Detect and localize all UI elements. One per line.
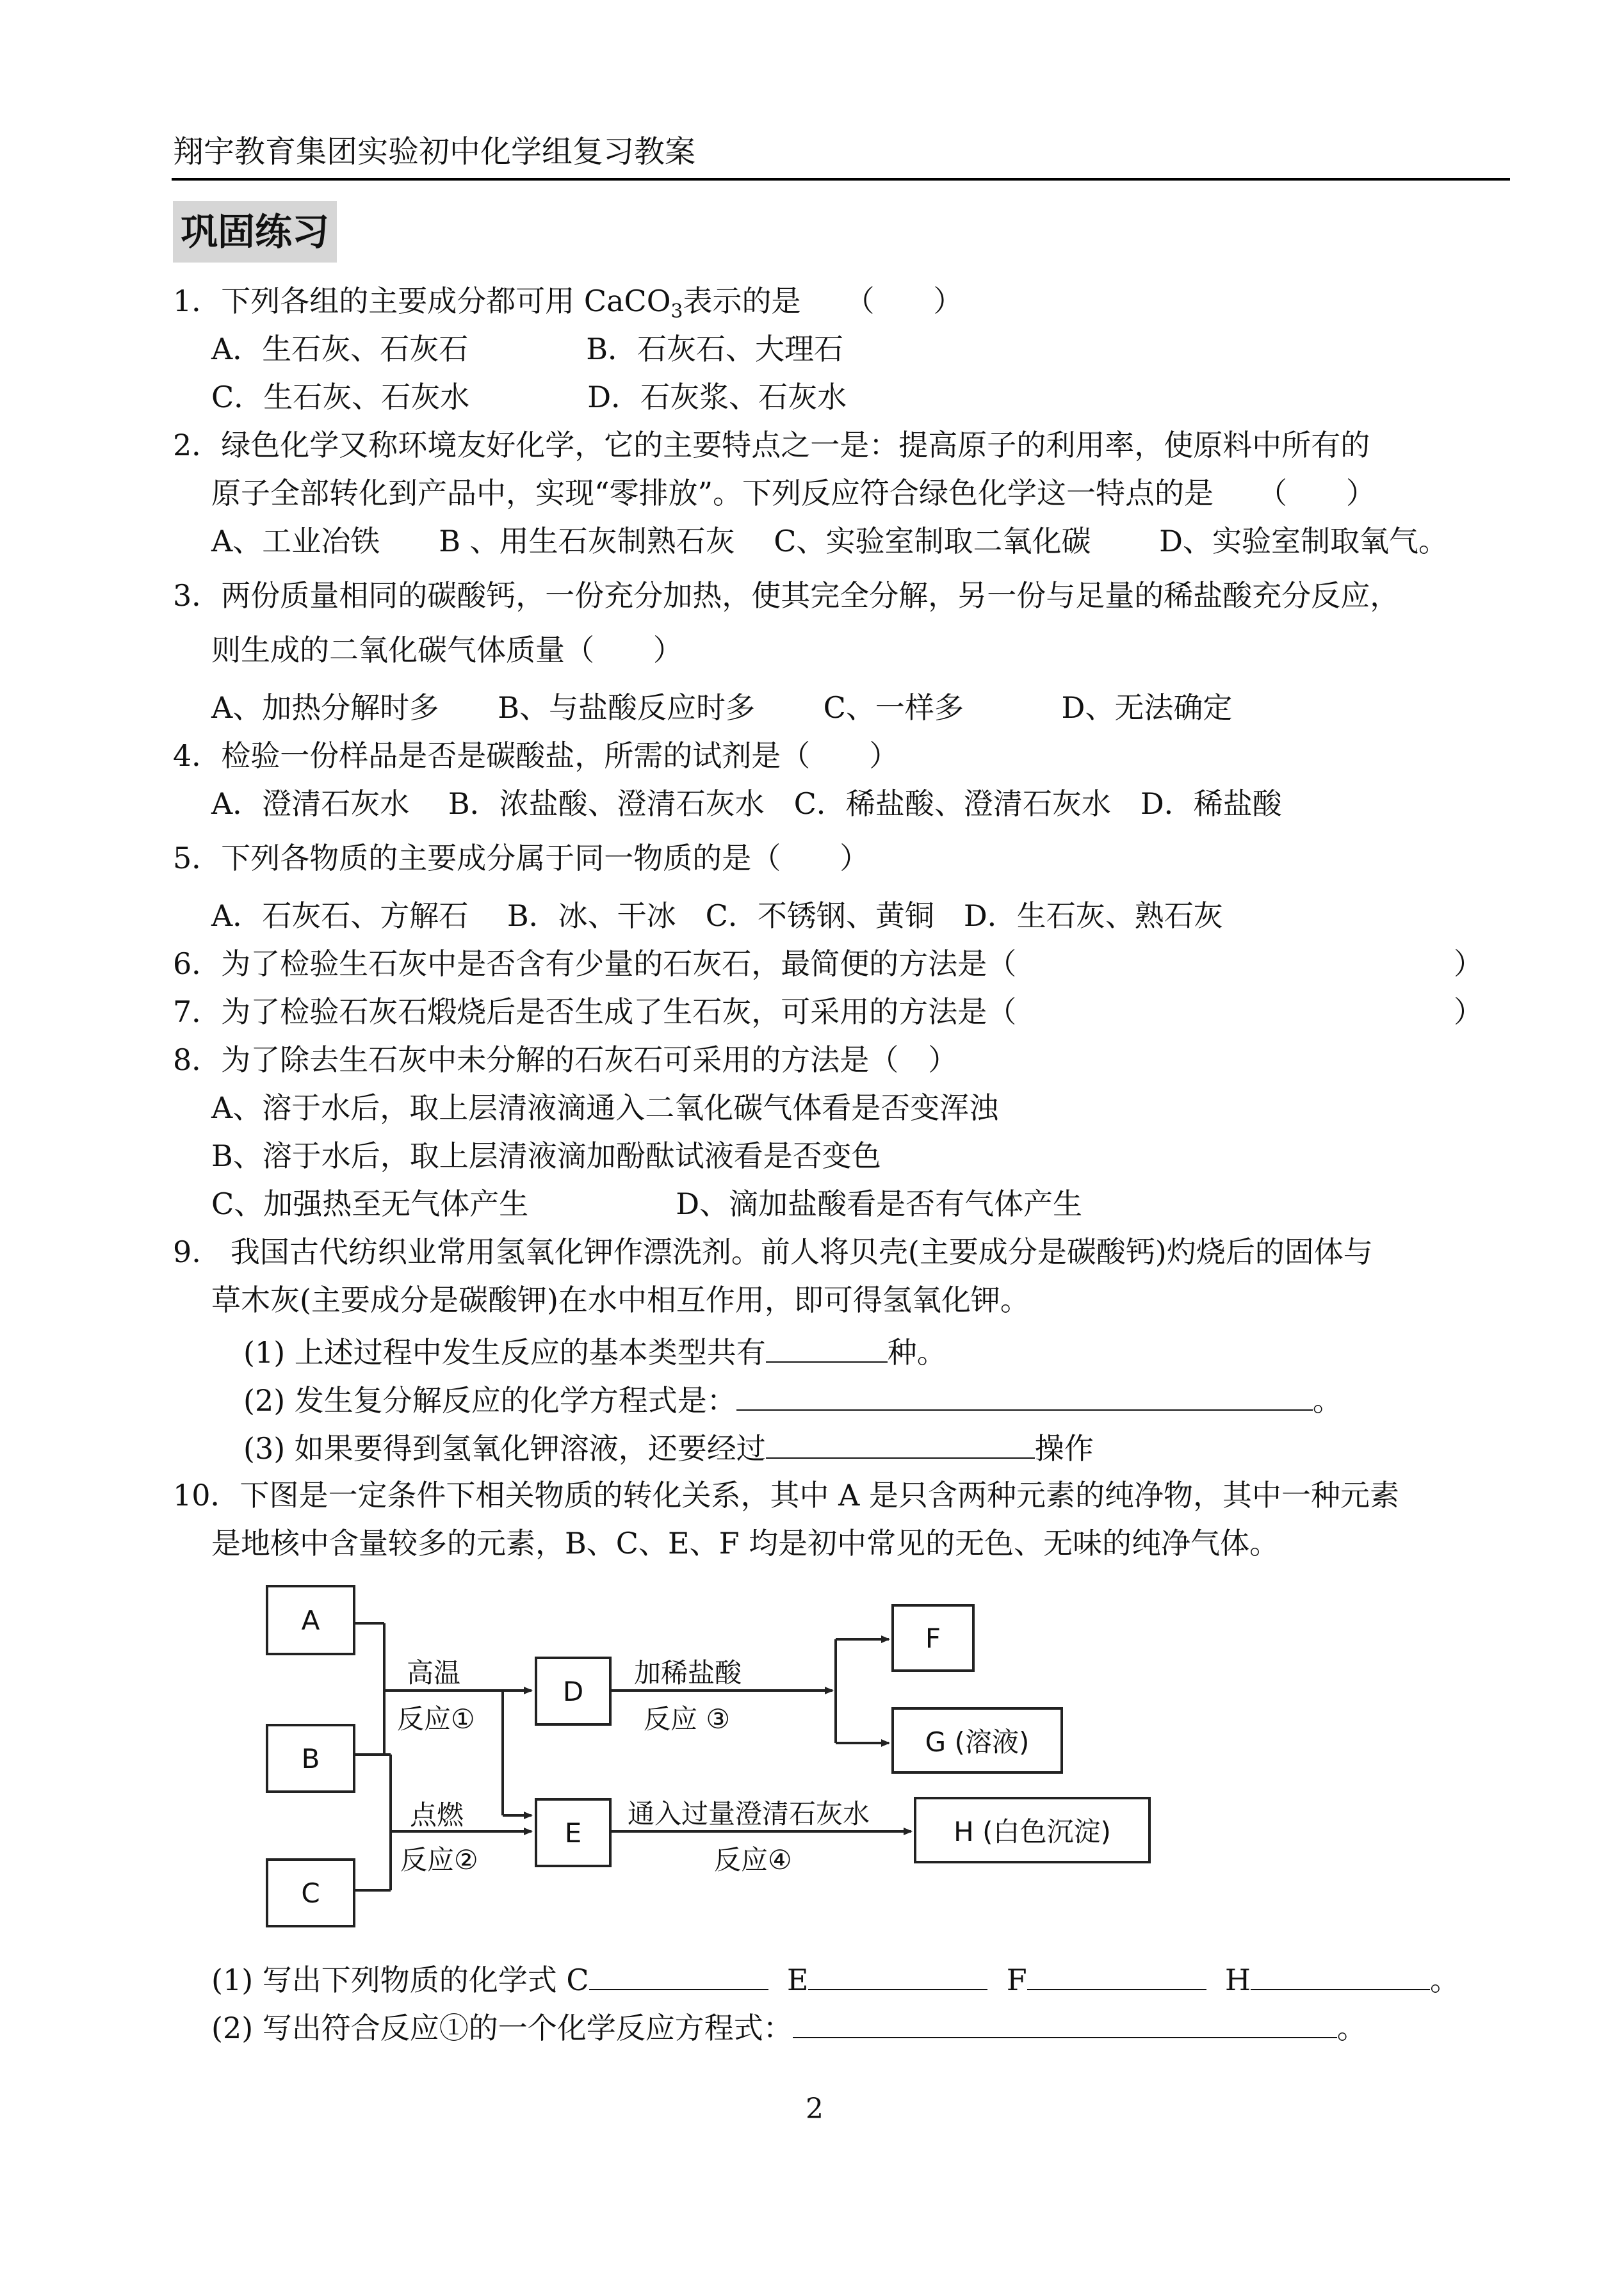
question-1-stem: 1．下列各组的主要成分都可用 CaCO$_3$表示的是 （ ） [173,284,963,323]
answer-blank-e[interactable] [808,1959,987,1990]
question-8-stem: 8．为了除去生石灰中未分解的石灰石可采用的方法是（ ） [173,1042,958,1077]
question-9-line-1: 9. 我国古代纺织业常用氢氧化钾作漂洗剂。前人将贝壳(主要成分是碳酸钙)灼烧后的固体与 [173,1235,1373,1269]
reaction-4-condition: 通入过量澄清石灰水 [628,1798,870,1829]
question-9-sub-1: (1) 上述过程中发生反应的基本类型共有 种。 [243,1332,946,1372]
question-2-options: A、工业冶铁 B 、用生石灰制熟石灰 C、实验室制取二氧化碳 D、实验室制取氧气。 [211,524,1448,558]
reaction-3-condition: 加稀盐酸 [634,1657,742,1689]
question-10-sub-1: (1) 写出下列物质的化学式 C E F H 。 [211,1959,1459,1999]
question-4-options: A．澄清石灰水 B．浓盐酸、澄清石灰水 C．稀盐酸、澄清石灰水 D．稀盐酸 [211,786,1282,821]
question-3-options: A、加热分解时多 B、与盐酸反应时多 C、一样多 D、无法确定 [211,690,1233,725]
answer-blank[interactable] [736,1380,1313,1411]
diagram-node-c: C [266,1858,355,1927]
section-title: 巩固练习 [173,201,337,263]
header-rule [172,178,1510,181]
reaction-2-condition: 点燃 [410,1799,464,1831]
question-3-line-1: 3．两份质量相同的碳酸钙，一份充分加热，使其完全分解，另一份与足量的稀盐酸充分反应， [173,578,1400,613]
answer-blank-f[interactable] [1027,1959,1206,1990]
diagram-node-a: A [266,1585,355,1655]
answer-blank-h[interactable] [1251,1959,1430,1990]
question-8-options-cd: C、加强热至无气体产生 D、滴加盐酸看是否有气体产生 [211,1187,1083,1221]
diagram-node-h: H (白色沉淀) [914,1797,1151,1863]
question-8-option-a: A、溶于水后，取上层清液滴通入二氧化碳气体看是否变浑浊 [211,1091,999,1125]
diagram-node-g: G (溶液) [891,1707,1063,1774]
reaction-1-label: 反应① [397,1703,475,1735]
diagram-node-b: B [266,1724,355,1793]
answer-blank[interactable] [766,1332,888,1363]
question-9-line-2: 草木灰(主要成分是碳酸钾)在水中相互作用，即可得氢氧化钾。 [211,1283,1030,1317]
answer-blank-equation[interactable] [793,2007,1337,2038]
question-5-options: A．石灰石、方解石 B．冰、干冰 C．不锈钢、黄铜 D．生石灰、熟石灰 [211,898,1223,933]
question-10-line-2: 是地核中含量较多的元素，B、C、E、F 均是初中常见的无色、无味的纯净气体。 [211,1526,1279,1561]
answer-blank-c[interactable] [589,1959,768,1990]
diagram-node-e: E [535,1798,612,1867]
question-1-options-ab: A．生石灰、石灰石 B．石灰石、大理石 [211,332,844,366]
question-2-line-1: 2．绿色化学又称环境友好化学，它的主要特点之一是：提高原子的利用率，使原料中所有的 [173,428,1370,462]
question-5-stem: 5．下列各物质的主要成分属于同一物质的是（ ） [173,841,870,875]
question-9-sub-2: (2) 发生复分解反应的化学方程式是： 。 [243,1380,1342,1420]
question-8-option-b: B、溶于水后，取上层清液滴加酚酞试液看是否变色 [211,1139,881,1173]
question-2-line-2: 原子全部转化到产品中，实现“零排放”。下列反应符合绿色化学这一特点的是 （ ） [211,476,1376,510]
question-9-sub-3: (3) 如果要得到氢氧化钾溶液，还要经过 操作 [243,1428,1094,1468]
question-10-line-1: 10．下图是一定条件下相关物质的转化关系，其中 A 是只含两种元素的纯净物，其中一种元素 [173,1478,1399,1512]
answer-blank[interactable] [766,1428,1035,1459]
conversion-diagram [263,1582,1223,1915]
question-6-stem: 6．为了检验生石灰中是否含有少量的石灰石，最简便的方法是（ [173,946,1017,981]
diagram-node-f: F [891,1604,975,1672]
page-header: 翔宇教育集团实验初中化学组复习教案 [173,134,696,170]
question-3-line-2: 则生成的二氧化碳气体质量（ ） [211,633,683,667]
question-1-options-cd: C．生石灰、石灰水 D．石灰浆、石灰水 [211,380,847,414]
question-7-stem: 7．为了检验石灰石煅烧后是否生成了生石灰，可采用的方法是（ [173,994,1017,1029]
reaction-2-label: 反应② [400,1844,478,1876]
question-10-sub-2: (2) 写出符合反应①的一个化学反应方程式： 。 [211,2007,1367,2047]
question-7-close: ） [1454,994,1483,1029]
page-number: 2 [806,2093,824,2125]
reaction-4-label: 反应④ [714,1844,792,1876]
reaction-1-condition: 高温 [407,1657,461,1689]
question-4-stem: 4．检验一份样品是否是碳酸盐，所需的试剂是（ ） [173,738,899,773]
diagram-node-d: D [535,1657,612,1726]
reaction-3-label: 反应 ③ [644,1703,731,1735]
question-6-close: ） [1454,946,1483,981]
